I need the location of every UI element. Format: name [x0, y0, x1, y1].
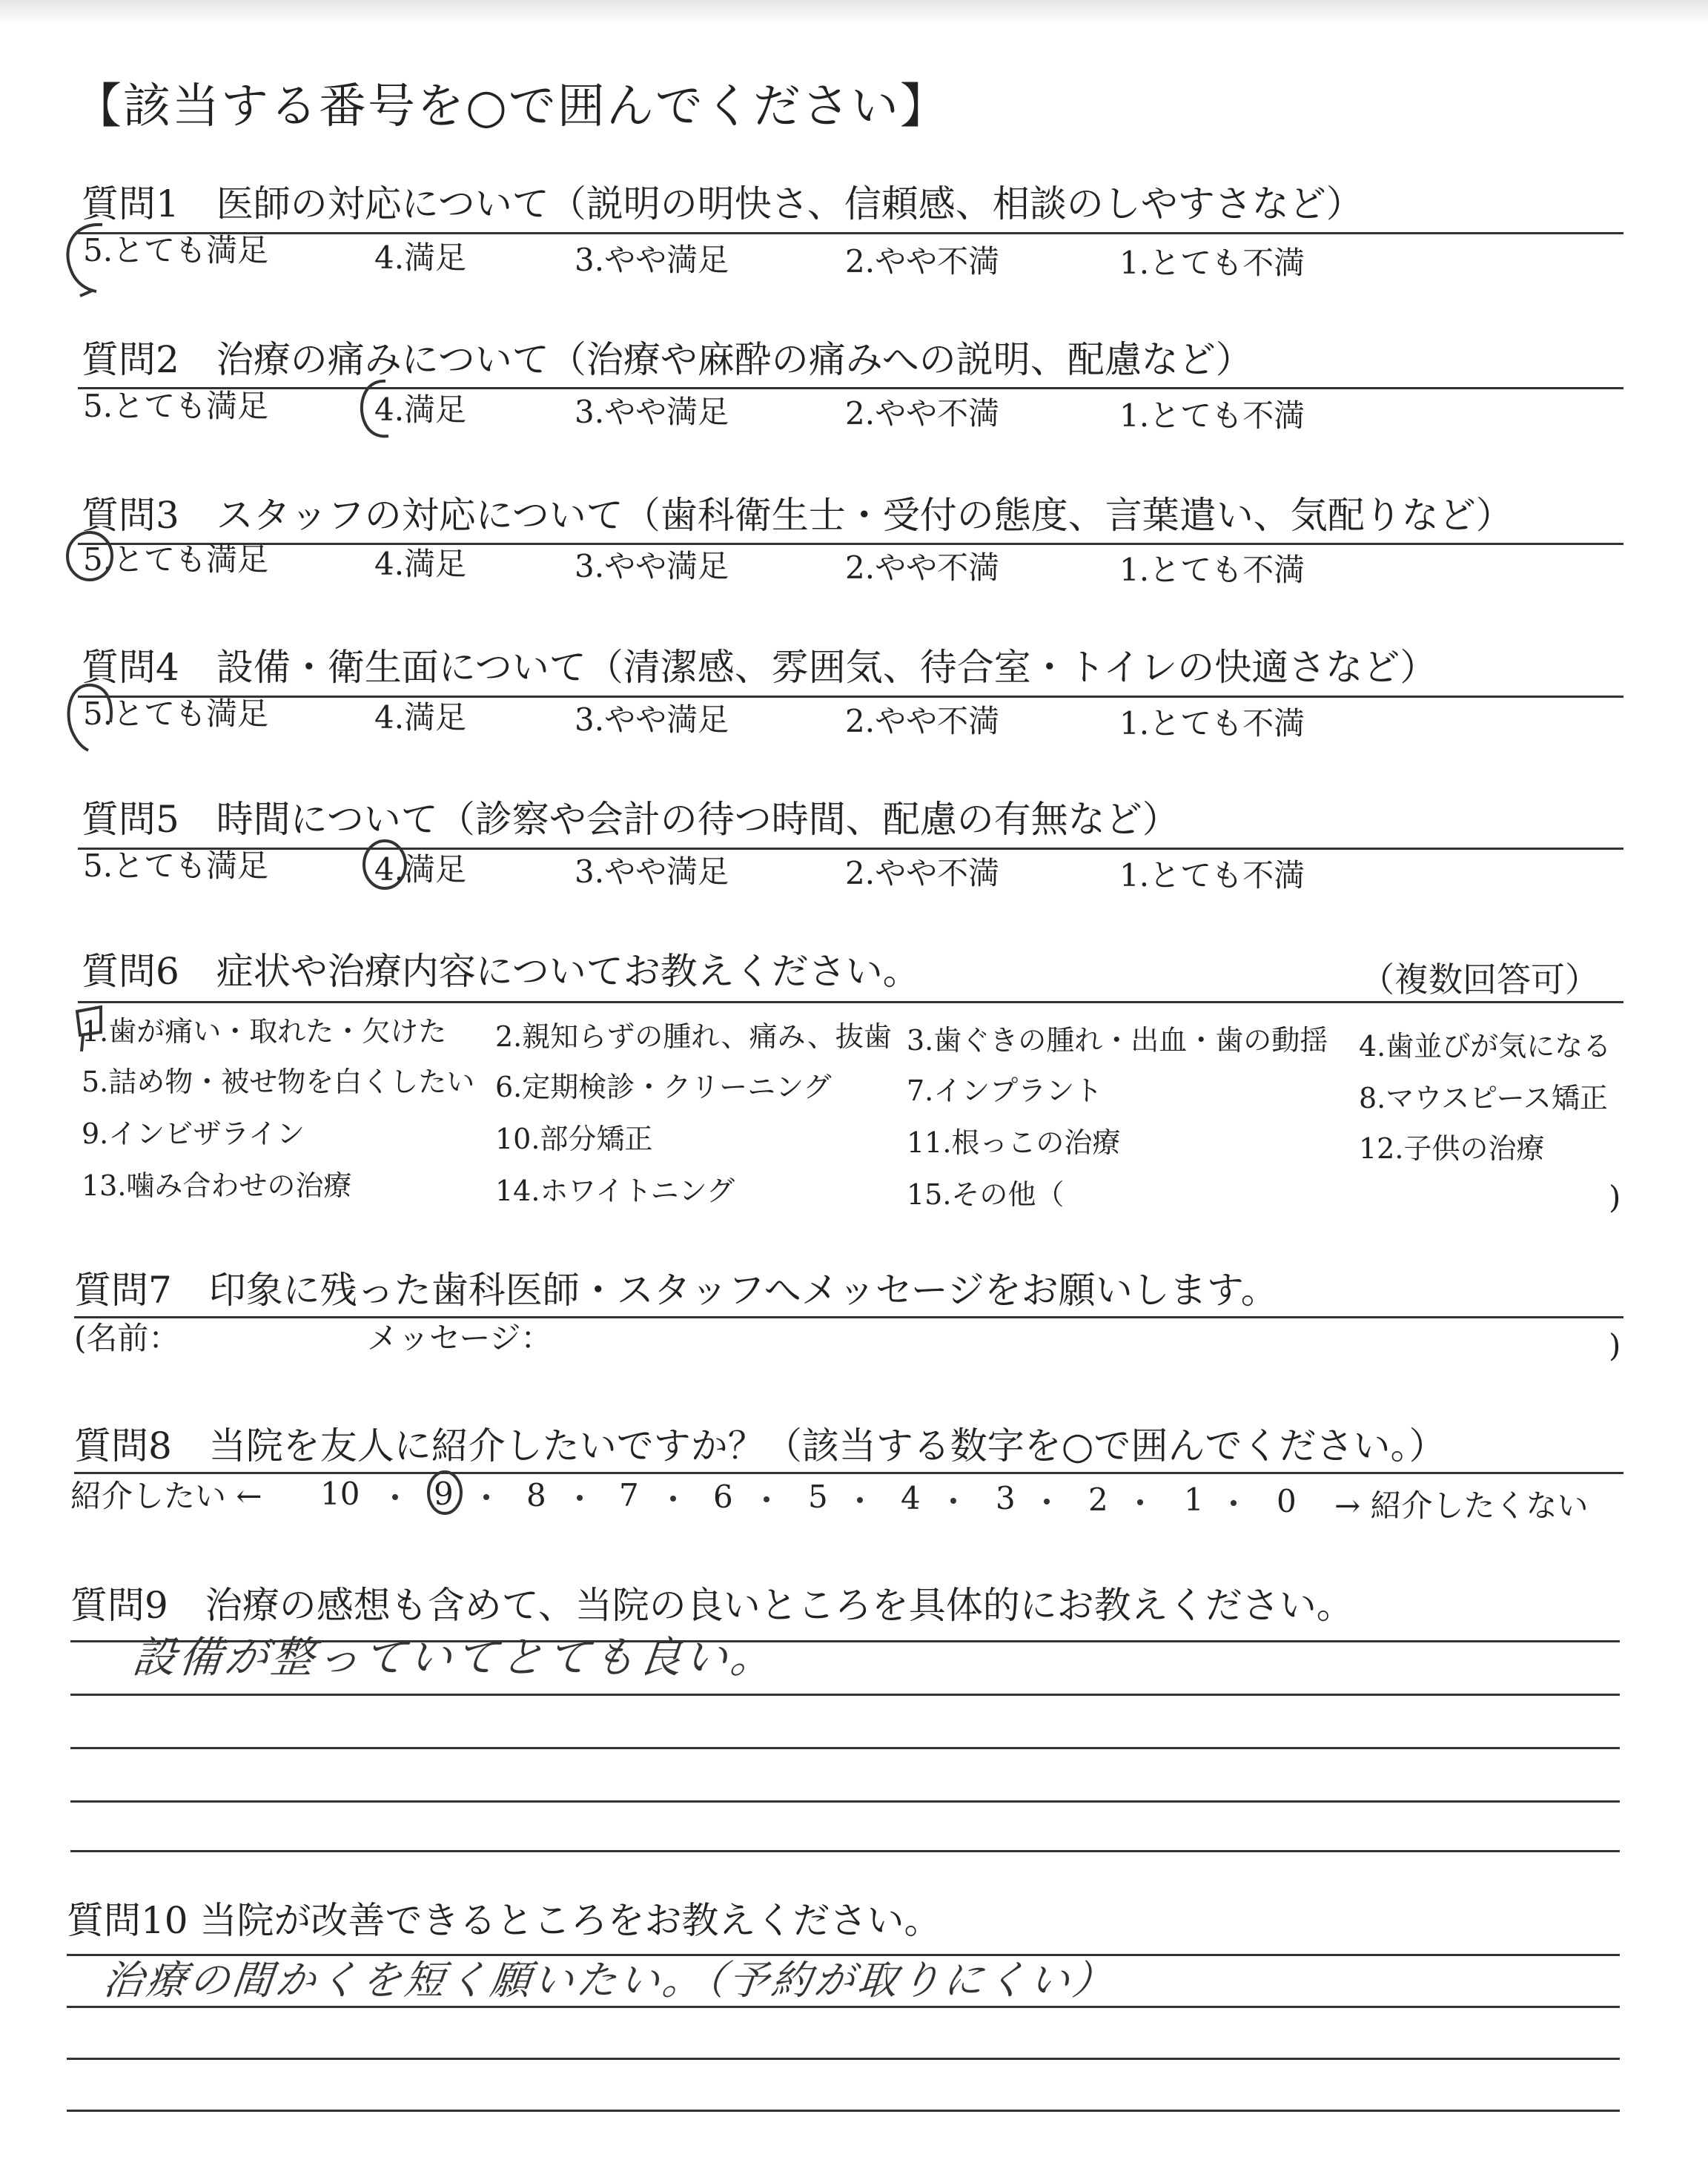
q3-option-3[interactable]: 3.やや満足	[575, 548, 729, 584]
q6-item-8[interactable]: 8.マウスピース矯正	[1359, 1082, 1608, 1114]
q3-option-5[interactable]: 5.とても満足	[83, 541, 269, 578]
q8-right-label: → 紹介したくない	[1334, 1487, 1589, 1524]
question-10-title: 質問10 当院が改善できるところをお教えください。	[67, 1899, 941, 1942]
q6-item-5[interactable]: 5.詰め物・被せ物を白くしたい	[82, 1066, 475, 1098]
q6-item-4[interactable]: 4.歯並びが気になる	[1359, 1030, 1612, 1063]
question-7-rule	[74, 1316, 1623, 1318]
question-1-title: 質問1 医師の対応について（説明の明快さ、信頼感、相談のしやすさなど）	[82, 182, 1363, 225]
q4-option-3[interactable]: 3.やや満足	[575, 701, 729, 738]
q2-option-1[interactable]: 1.とても不満	[1119, 397, 1305, 434]
q5-option-3[interactable]: 3.やや満足	[575, 853, 729, 890]
q10-line-4	[67, 2110, 1620, 2112]
question-9-title: 質問9 治療の感想も含めて、当院の良いところを具体的にお教えください。	[70, 1584, 1354, 1627]
question-6-note: （複数回答可）	[1360, 960, 1599, 1000]
q2-option-4[interactable]: 4.満足	[374, 392, 467, 428]
q6-item-7[interactable]: 7.インプラント	[907, 1074, 1103, 1107]
question-6-rule	[78, 1001, 1623, 1003]
q4-option-4[interactable]: 4.満足	[374, 699, 467, 736]
q8-left-label: 紹介したい ←	[70, 1478, 262, 1514]
q8-scale-3[interactable]: 3	[996, 1480, 1016, 1516]
question-4-title: 質問4 設備・衛生面について（清潔感、雰囲気、待合室・トイレの快適さなど）	[82, 646, 1437, 689]
question-8-rule	[74, 1472, 1623, 1474]
q6-item-15[interactable]: 15.その他（	[907, 1178, 1065, 1211]
q4-option-1[interactable]: 1.とても不満	[1119, 705, 1305, 742]
q5-selection-circle	[360, 835, 419, 902]
q6-item-6[interactable]: 6.定期検診・クリーニング	[495, 1071, 832, 1103]
q6-item-13[interactable]: 13.噛み合わせの治療	[82, 1169, 352, 1202]
q5-option-4[interactable]: 4.満足	[374, 851, 467, 888]
question-7-title: 質問7 印象に残った歯科医師・スタッフへメッセージをお願いします。	[74, 1269, 1278, 1312]
q5-option-5[interactable]: 5.とても満足	[83, 848, 269, 884]
q5-option-1[interactable]: 1.とても不満	[1119, 857, 1305, 894]
q1-option-1[interactable]: 1.とても不満	[1119, 245, 1305, 281]
q4-option-5[interactable]: 5.とても満足	[83, 696, 269, 732]
q1-option-2[interactable]: 2.やや不満	[845, 243, 1000, 280]
q8-scale-2[interactable]: 2	[1088, 1482, 1108, 1518]
q4-option-2[interactable]: 2.やや不満	[845, 703, 1000, 739]
question-6-title: 質問6 症状や治療内容についてお教えください。	[82, 950, 920, 993]
q5-option-2[interactable]: 2.やや不満	[845, 855, 1000, 891]
q3-option-1[interactable]: 1.とても不満	[1119, 552, 1305, 588]
q6-item-9[interactable]: 9.インビザライン	[82, 1117, 305, 1150]
q7-message-label: メッセージ：	[367, 1320, 552, 1356]
question-2-title: 質問2 治療の痛みについて（治療や麻酔の痛みへの説明、配慮など）	[82, 338, 1253, 381]
q10-line-3	[67, 2058, 1620, 2060]
q8-scale-dots	[385, 1476, 1305, 1520]
q8-scale-7[interactable]: 7	[619, 1477, 639, 1513]
q6-other-close-paren: )	[1609, 1179, 1621, 1215]
question-8-title: 質問8 当院を友人に紹介したいですか？（該当する数字を○で囲んでください。）	[74, 1424, 1446, 1467]
q2-option-3[interactable]: 3.やや満足	[575, 394, 729, 430]
q3-option-4[interactable]: 4.満足	[374, 546, 467, 582]
scan-edge	[0, 0, 1708, 25]
q9-handwritten-answer: 設備が整っていてとても良い。	[130, 1632, 780, 1682]
q2-option-2[interactable]: 2.やや不満	[845, 395, 1000, 432]
q10-handwritten-answer: 治療の間かくを短く願いたい。（予約が取りにくい）	[101, 1957, 1118, 2004]
q1-selection-circle	[58, 219, 139, 300]
q8-scale-9[interactable]: 9	[434, 1476, 454, 1512]
q8-scale-5[interactable]: 5	[808, 1479, 828, 1515]
q3-selection-circle	[63, 528, 122, 595]
q8-scale-1[interactable]: 1	[1184, 1482, 1204, 1518]
q6-item-10[interactable]: 10.部分矯正	[495, 1123, 653, 1155]
q6-item-12[interactable]: 12.子供の治療	[1359, 1132, 1545, 1165]
q8-scale-8[interactable]: 8	[526, 1477, 546, 1513]
question-5-title: 質問5 時間について（診察や会計の待つ時間、配慮の有無など）	[82, 798, 1179, 841]
q6-item-3[interactable]: 3.歯ぐきの腫れ・出血・歯の動揺	[907, 1024, 1328, 1057]
q8-scale-6[interactable]: 6	[713, 1479, 733, 1515]
q7-name-label: (名前：	[74, 1320, 180, 1356]
q8-scale-10[interactable]: 10	[320, 1476, 360, 1512]
q1-option-3[interactable]: 3.やや満足	[575, 242, 729, 278]
q2-option-5[interactable]: 5.とても満足	[83, 388, 269, 424]
q3-option-2[interactable]: 2.やや不満	[845, 549, 1000, 586]
q8-scale-0[interactable]: 0	[1277, 1483, 1297, 1519]
q8-scale-4[interactable]: 4	[901, 1480, 921, 1516]
question-1-rule	[78, 232, 1623, 234]
q9-line-2	[70, 1694, 1620, 1696]
q9-line-4	[70, 1800, 1620, 1803]
q1-option-5[interactable]: 5.とても満足	[83, 232, 269, 268]
q10-line-2	[67, 2006, 1620, 2008]
form-heading: 【該当する番号を○で囲んでください】	[74, 79, 949, 134]
q2-selection-circle	[356, 377, 415, 443]
q1-option-4[interactable]: 4.満足	[374, 240, 467, 276]
q9-line-5	[70, 1850, 1620, 1852]
q6-item-2[interactable]: 2.親知らずの腫れ、痛み、抜歯	[495, 1020, 892, 1053]
question-3-title: 質問3 スタッフの対応について（歯科衛生士・受付の態度、言葉遣い、気配りなど）	[82, 494, 1513, 537]
q6-item-1[interactable]: 1.歯が痛い・取れた・欠けた	[82, 1015, 447, 1048]
q7-close-paren: )	[1609, 1327, 1621, 1364]
q6-item-14[interactable]: 14.ホワイトニング	[495, 1175, 735, 1207]
q9-line-3	[70, 1747, 1620, 1749]
q6-item-11[interactable]: 11.根っこの治療	[907, 1126, 1121, 1159]
q4-selection-circle	[63, 681, 122, 755]
q6-selection-mark	[71, 1003, 116, 1062]
